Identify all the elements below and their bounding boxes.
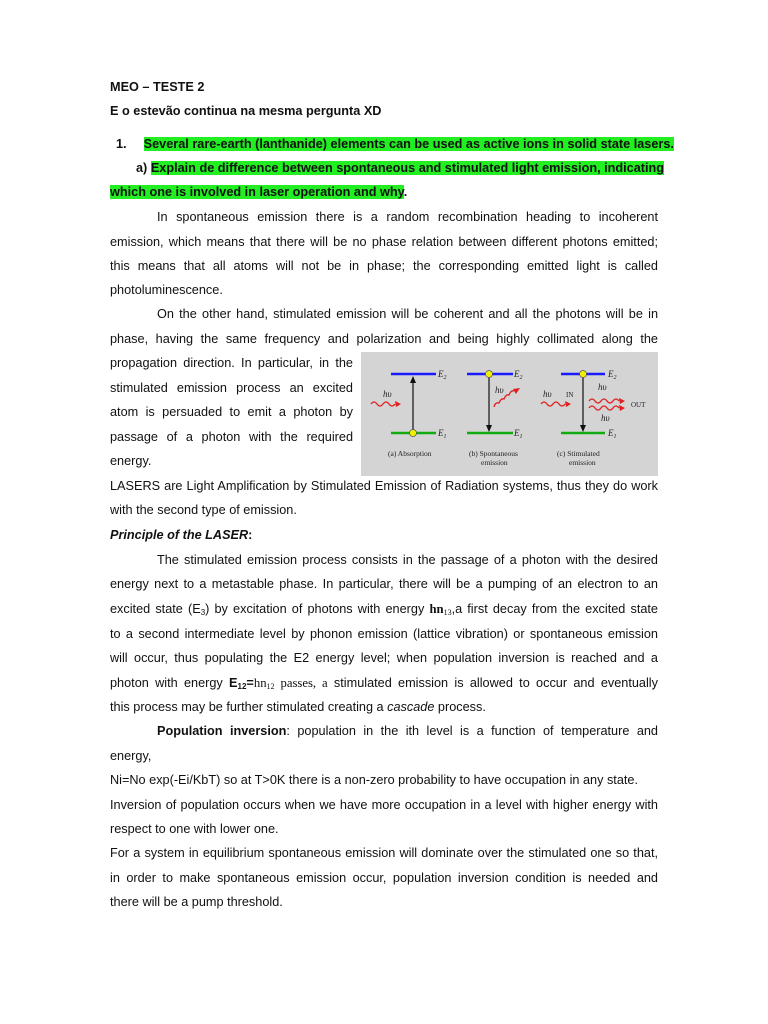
question-1-text: Several rare-earth (lanthanide) elements can be used as active ions in solid state lasers. [143, 137, 674, 151]
para5-line: Population inversion: population in the ith level is a function of temperature and [157, 724, 658, 738]
panel-caption: emission [569, 458, 596, 467]
question-a-text-1: Explain de difference between spontaneous and stimulated light emission, indicating [150, 161, 665, 175]
para2-line: passage of a photon with the required [110, 430, 353, 444]
photon-energy-label: hυ [383, 389, 392, 399]
out-label: OUT [631, 401, 646, 409]
para2-line: energy. [110, 454, 152, 468]
atom-marker [410, 430, 417, 437]
photon-energy-label: hυ [598, 382, 607, 392]
e2-label: $E_2$ [608, 369, 617, 381]
question-a-line1 [136, 160, 665, 176]
doc-title: MEO – TESTE 2 [110, 80, 205, 94]
panel-caption: (c) Stimulated [557, 449, 600, 458]
e1-label: $E_1$ [608, 428, 617, 440]
e1-label: $E_1$ [514, 428, 523, 440]
para1-line: photoluminescence. [110, 283, 223, 297]
question-1-number: 1. [116, 137, 127, 151]
para2-line: stimulated emission process an excited [110, 381, 353, 395]
para3-line: LASERS are Light Amplification by Stimulated Emission of Radiation systems, thus they do work [110, 479, 658, 493]
para1-line: emission, which means that there will be no phase relation between different photons emitted; [110, 235, 658, 249]
para5-line: respect to one with lower one. [110, 822, 279, 836]
e1-label: $E_1$ [438, 428, 447, 440]
para5-line: there will be a pump threshold. [110, 895, 283, 909]
panel-caption: (b) Spontaneous [469, 449, 518, 458]
para2-line: phase, having the same frequency and polarization and being highly collimated along the [110, 332, 658, 346]
panel-caption: emission [481, 458, 508, 467]
question-a-label: a) [136, 161, 148, 175]
para4-line: to a second intermediate level by phonon emission (lattice vibration) or spontaneous emission [110, 627, 658, 641]
para5-line: energy, [110, 749, 152, 763]
atom-marker [486, 371, 493, 378]
para4-line: will occur, thus populating the E2 energy level; when population inversion is reached and a [110, 651, 658, 665]
para5-line: Ni=No exp(-Ei/KbT) so at T>0K there is a non-zero probability to have occupation in any state. [110, 773, 638, 787]
e2-label: $E_2$ [514, 369, 523, 381]
para1-line: In spontaneous emission there is a random recombination heading to incoherent [157, 210, 658, 224]
para5-line: For a system in equilibrium spontaneous emission will dominate over the stimulated one so that, [110, 846, 658, 860]
in-label: IN [566, 391, 574, 399]
photon-energy-label: hυ [495, 385, 504, 395]
para2-line: propagation direction. In particular, in the [110, 356, 353, 370]
para4-line: The stimulated emission process consists in the passage of a photon with the desired [157, 553, 658, 567]
para2-line: atom is persuaded to emit a photon by [110, 405, 353, 419]
question-a-text-2: which one is involved in laser operation and why [110, 185, 404, 199]
atom-marker [580, 371, 587, 378]
photon-energy-label: hυ [601, 413, 610, 423]
e2-label: $E_2$ [438, 369, 447, 381]
para5-line: Inversion of population occurs when we have more occupation in a level with higher energy with [110, 798, 658, 812]
question-1 [116, 136, 674, 152]
question-a-line2: which one is involved in laser operation and why. [110, 185, 408, 199]
para3-line: with the second type of emission. [110, 503, 297, 517]
photon-energy-label: hυ [543, 389, 552, 399]
para2-line: On the other hand, stimulated emission will be coherent and all the photons will be in [157, 307, 658, 321]
para4-line: photon with energy $E_{12}=hn_{12}$ passes, a stimulated emission is allowed to occur and eventually [110, 676, 658, 691]
para1-line: this means that all atoms will not be in phase; the corresponding emitted light is called [110, 259, 658, 273]
para5-line: in order to make spontaneous emission occur, population inversion condition is needed and [110, 871, 658, 885]
emission-diagram [361, 352, 658, 476]
panel-caption: (a) Absorption [388, 449, 432, 458]
para4-line: excited state $(E_3)$ by excitation of photons with energy $hn_{13},a$ first decay from the excited state [110, 602, 658, 617]
para4-line: energy next to a metastable phase. In particular, there will be a pumping of an electron to an [110, 577, 658, 591]
doc-subtitle: E o estevão continua na mesma pergunta XD [110, 104, 382, 118]
principle-heading: Principle of the LASER: [110, 528, 253, 542]
para4-line: this process may be further stimulated creating a cascade process. [110, 700, 486, 714]
